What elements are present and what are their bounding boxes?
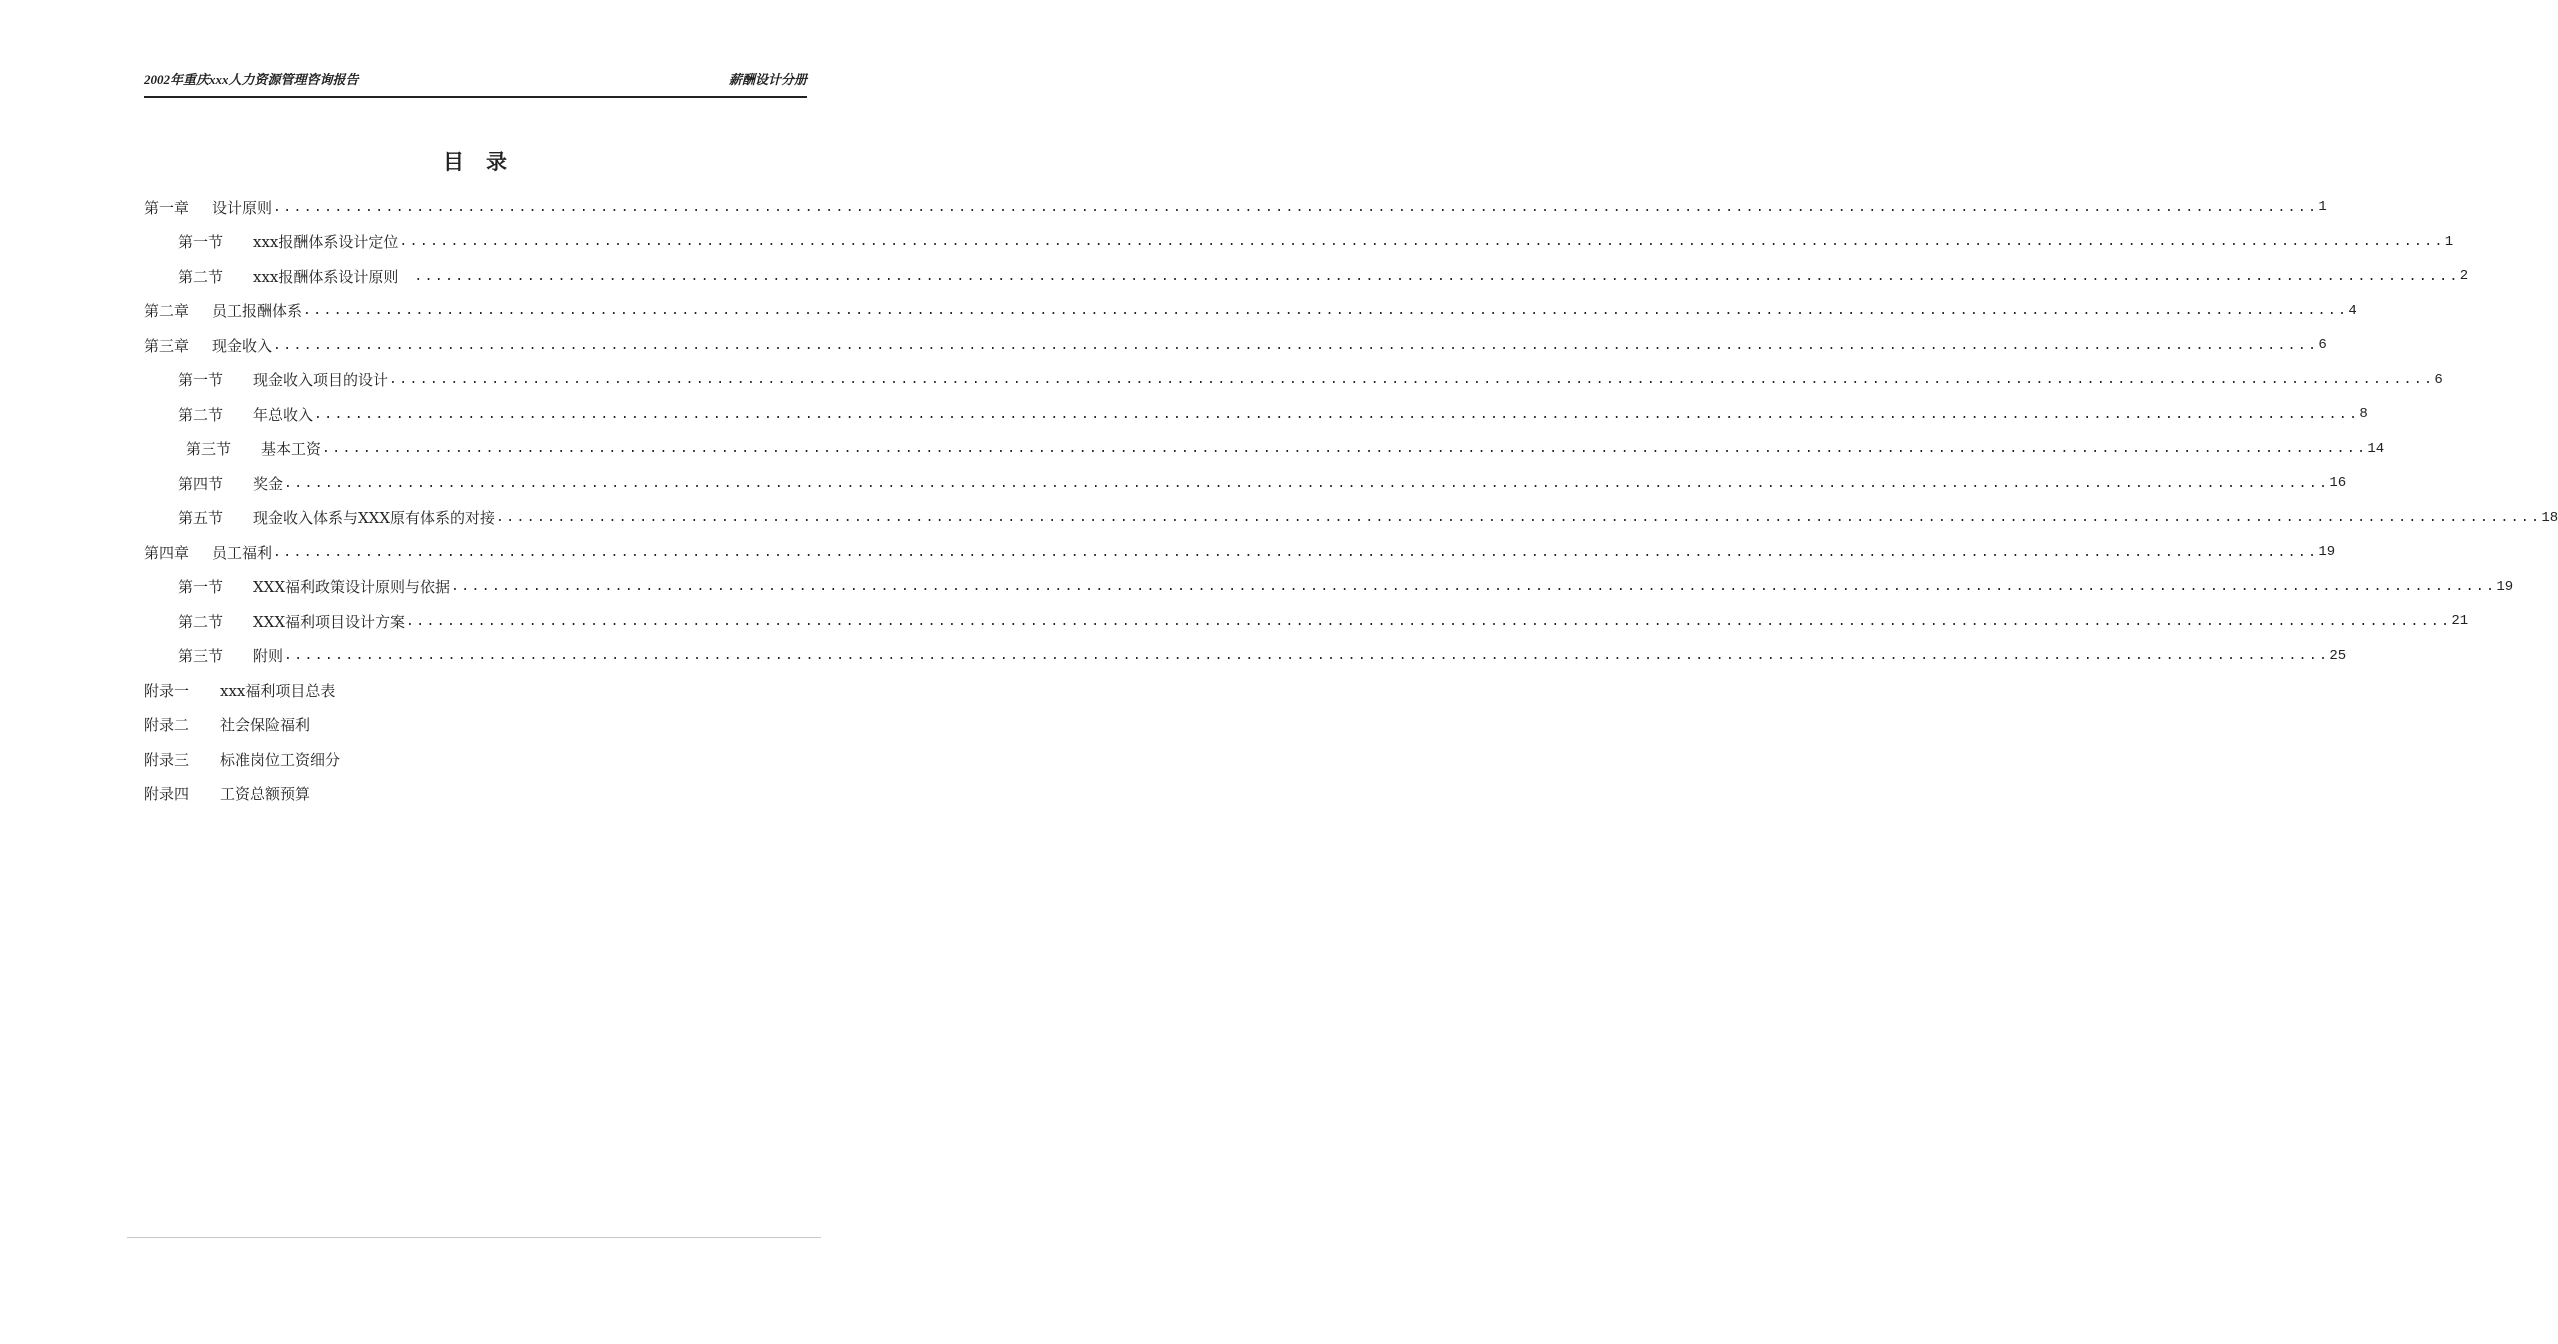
dot-leader: ........................................................................................................................................................................................................ (399, 234, 2445, 250)
toc-entry-section-3-3[interactable] (144, 432, 2385, 467)
dot-leader: ........................................................................................................................................................................................................ (389, 372, 2435, 388)
toc-entry-title: xxx报酬体系设计定位 (253, 233, 399, 252)
dot-leader: ........................................................................................................................................................................................................ (322, 441, 2368, 457)
toc-appendix-title: 标准岗位工资细分 (220, 750, 341, 769)
toc-entry-title: 现金收入 (212, 336, 273, 355)
toc-appendix-title: 社会保险福利 (220, 716, 311, 735)
toc-entry-label: 第二节 (178, 612, 224, 631)
toc-appendix-label: 附录三 (144, 750, 190, 769)
toc-entry-label: 第三章 (144, 336, 190, 355)
toc-appendix-1[interactable] (144, 673, 814, 708)
dot-leader: ........................................................................................................................................................................................................ (496, 510, 2542, 526)
toc-entry-page: 2 (2459, 268, 2469, 285)
toc-entry-label: 第四节 (178, 474, 224, 493)
toc-entry-title: 员工报酬体系 (212, 302, 303, 321)
toc-entry-page: 1 (2318, 199, 2327, 216)
toc-entry-title: 年总收入 (253, 405, 314, 424)
dot-leader: ........................................................................................................................................................................................................ (414, 268, 2460, 284)
toc-entry-title: 员工福利 (212, 543, 273, 562)
toc-entry-label: 第二节 (178, 405, 224, 424)
dot-leader: ........................................................................................................................................................................................................ (273, 337, 2319, 353)
toc-entry-page: 6 (2318, 337, 2327, 354)
page-header (144, 66, 807, 98)
dot-leader: ........................................................................................................................................................................................................ (303, 303, 2349, 319)
toc-entry-label: 第五节 (178, 509, 224, 528)
toc-entry-section-4-3[interactable] (144, 639, 2347, 674)
toc-entry-title: xxx报酬体系设计原则 (253, 267, 399, 286)
toc-entry-page: 14 (2367, 440, 2385, 457)
toc-entry-section-3-1[interactable] (144, 363, 2443, 398)
toc-entry-page: 19 (2496, 578, 2514, 595)
toc-entry-label: 第三节 (178, 647, 224, 666)
dot-leader: ........................................................................................................................................................................................................ (273, 199, 2319, 215)
toc-appendix-title: 工资总额预算 (220, 785, 311, 804)
toc-entry-page: 18 (2541, 509, 2558, 526)
toc-entry-chapter-3[interactable] (144, 328, 2327, 363)
toc-appendix-3[interactable] (144, 742, 814, 777)
toc-entry-section-1-1[interactable] (144, 225, 2454, 260)
toc-entry-section-3-2[interactable] (144, 397, 2368, 432)
toc-entry-section-3-5[interactable] (144, 501, 2558, 536)
toc-entry-label: 第一节 (178, 578, 224, 597)
toc-appendix-4[interactable] (144, 777, 814, 812)
toc-entry-chapter-1[interactable] (144, 190, 2327, 225)
toc-appendix-label: 附录二 (144, 716, 190, 735)
toc-appendix-title: xxx福利项目总表 (220, 681, 336, 700)
toc-entry-page: 8 (2359, 406, 2368, 423)
dot-leader: ........................................................................................................................................................................................................ (451, 579, 2497, 595)
toc-entry-title: 设计原则 (212, 198, 273, 217)
toc-entry-page: 25 (2329, 647, 2347, 664)
dot-leader: ........................................................................................................................................................................................................ (284, 475, 2330, 491)
toc-entry-title: 基本工资 (261, 440, 322, 459)
toc-entry-page: 16 (2329, 475, 2347, 492)
dot-leader: ........................................................................................................................................................................................................ (273, 544, 2319, 560)
header-volume-title: 薪酬设计分册 (728, 72, 807, 87)
toc-entry-section-1-2[interactable] (144, 259, 2469, 294)
toc-heading-char-2: 录 (486, 149, 507, 174)
toc-heading (0, 146, 950, 176)
toc-appendix-2[interactable] (144, 708, 814, 743)
dot-leader: ........................................................................................................................................................................................................ (406, 613, 2452, 629)
toc-entry-title: 奖金 (253, 474, 284, 493)
toc-entry-page: 4 (2348, 302, 2357, 319)
toc-entry-page: 6 (2434, 371, 2443, 388)
toc-entry-title: XXX福利政策设计原则与依据 (253, 578, 451, 597)
toc-entry-label: 第一章 (144, 198, 190, 217)
dot-leader: ........................................................................................................................................................................................................ (314, 406, 2360, 422)
toc-entry-title: 现金收入项目的设计 (253, 371, 389, 390)
toc-appendix-label: 附录四 (144, 785, 190, 804)
toc-entry-section-3-4[interactable] (144, 466, 2347, 501)
toc-entry-section-4-2[interactable] (144, 604, 2469, 639)
header-report-title: 2002年重庆xxx人力资源管理咨询报告 (144, 72, 359, 87)
toc-entry-chapter-4[interactable] (144, 535, 2336, 570)
table-of-contents (144, 190, 2558, 811)
toc-entry-label: 第四章 (144, 543, 190, 562)
toc-entry-label: 第一节 (178, 233, 224, 252)
footer-divider (127, 1237, 821, 1238)
toc-entry-label: 第三节 (186, 440, 232, 459)
toc-entry-label: 第一节 (178, 371, 224, 390)
toc-entry-page: 1 (2444, 233, 2454, 250)
toc-entry-chapter-2[interactable] (144, 294, 2357, 329)
toc-entry-section-4-1[interactable] (144, 570, 2514, 605)
toc-entry-page: 19 (2318, 544, 2336, 561)
toc-entry-title: XXX福利项目设计方案 (253, 612, 406, 631)
toc-entry-page: 21 (2451, 613, 2469, 630)
toc-heading-char-1: 目 (443, 149, 464, 174)
toc-entry-title: 现金收入体系与XXX原有体系的对接 (253, 509, 496, 528)
toc-appendix-label: 附录一 (144, 681, 190, 700)
dot-leader: ........................................................................................................................................................................................................ (284, 648, 2330, 664)
toc-entry-label: 第二章 (144, 302, 190, 321)
toc-entry-title: 附则 (253, 647, 284, 666)
toc-entry-label: 第二节 (178, 267, 224, 286)
